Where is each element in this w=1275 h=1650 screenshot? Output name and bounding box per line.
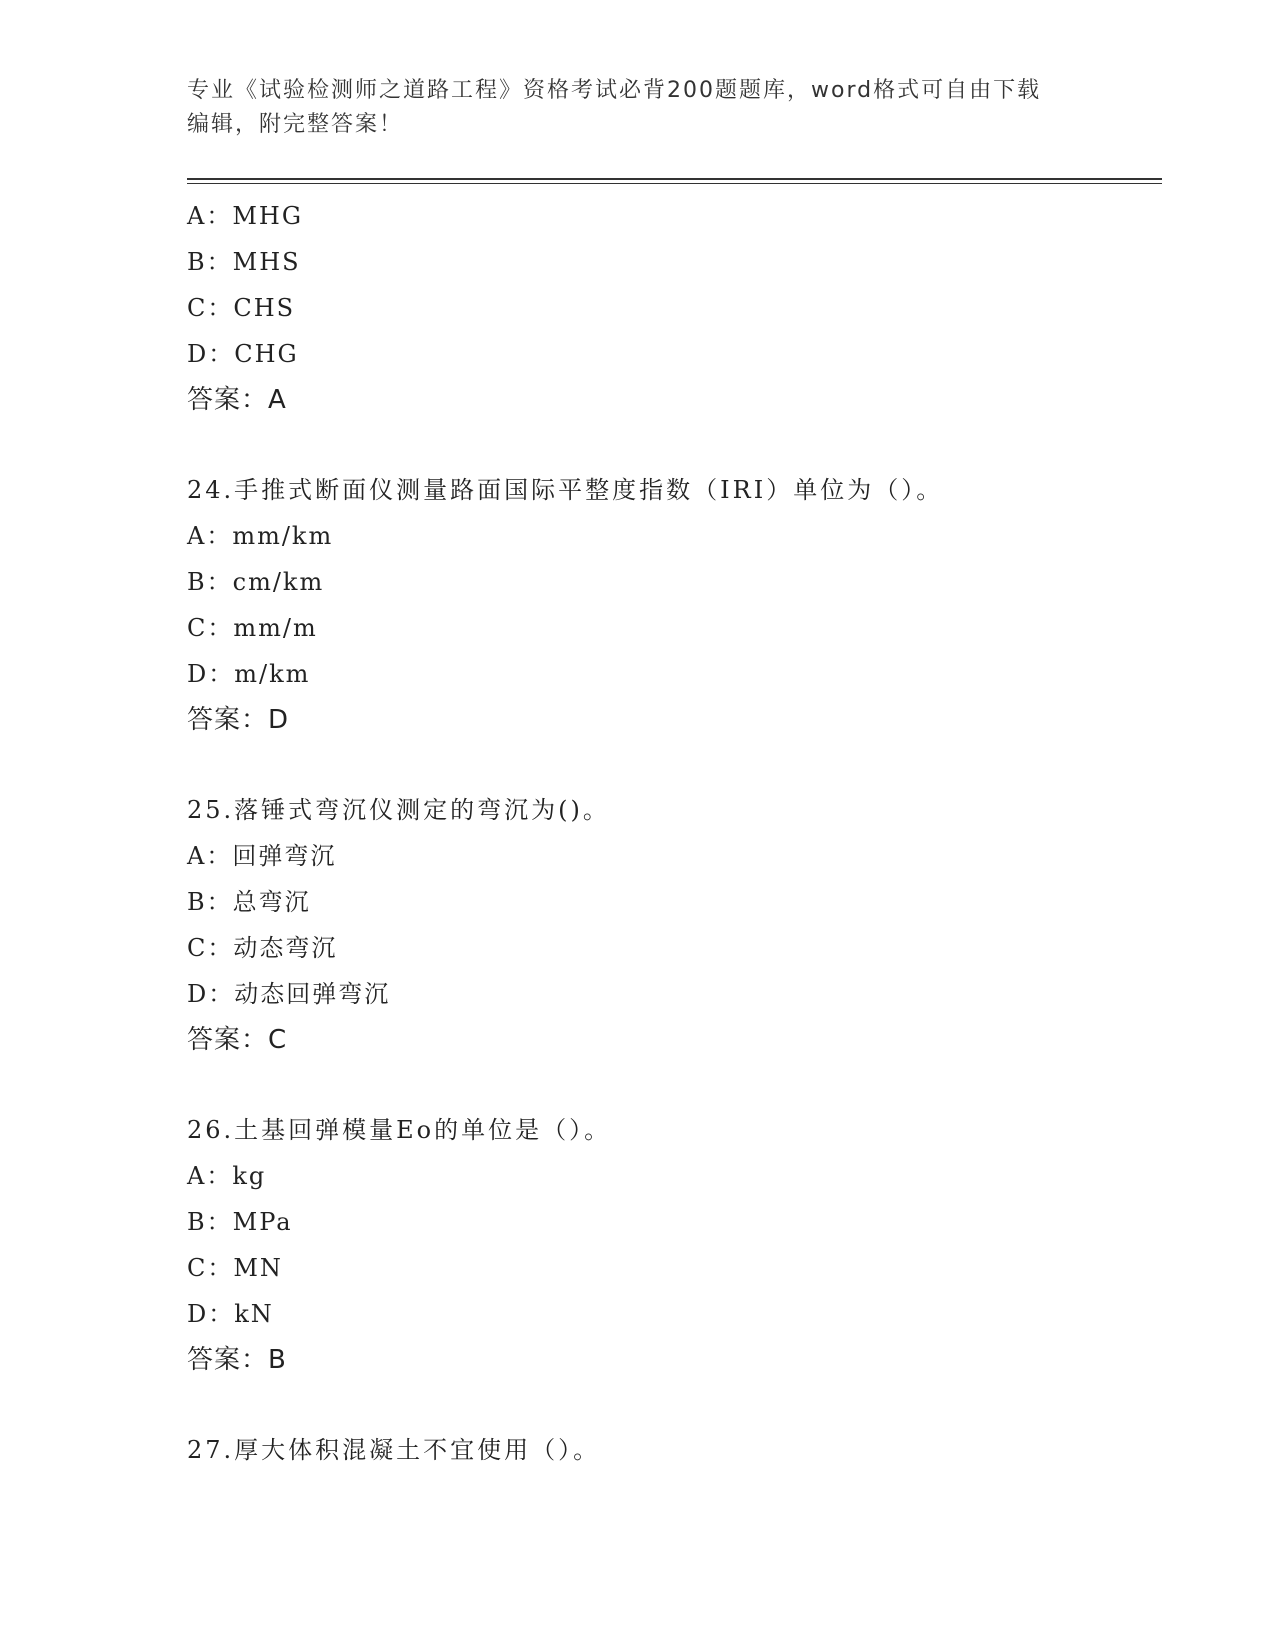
question-24	[187, 467, 1162, 743]
option-d: D：CHG	[187, 340, 299, 368]
option-c: C：CHS	[187, 294, 296, 322]
question-title: 26.土基回弹模量Eo的单位是（）。	[187, 1116, 612, 1144]
header-divider-thick	[187, 178, 1162, 180]
option-b: B：MPa	[187, 1208, 293, 1236]
option-c: C：MN	[187, 1254, 283, 1282]
question-spacer	[187, 743, 1162, 787]
header-line-1: 专业《试验检测师之道路工程》资格考试必背200题题库，word格式可自由下载	[187, 78, 1042, 103]
document-header	[187, 74, 1087, 142]
question-title: 27.厚大体积混凝土不宜使用（）。	[187, 1436, 601, 1464]
option-b: B：总弯沉	[187, 888, 311, 916]
answer-line: 答案：C	[187, 1025, 288, 1055]
answer-line: 答案：A	[187, 385, 287, 415]
question-27	[187, 1427, 1162, 1473]
question-title: 25.落锤式弯沉仪测定的弯沉为()。	[187, 796, 610, 824]
option-d: D：kN	[187, 1300, 274, 1328]
option-c: C：mm/m	[187, 614, 318, 642]
question-23	[187, 193, 1162, 423]
question-spacer	[187, 1063, 1162, 1107]
option-d: D：动态回弹弯沉	[187, 980, 391, 1008]
header-divider-thin	[187, 183, 1162, 184]
answer-line: 答案：D	[187, 705, 290, 735]
question-spacer	[187, 1383, 1162, 1427]
question-spacer	[187, 423, 1162, 467]
option-a: A：kg	[187, 1162, 267, 1190]
option-a: A：mm/km	[187, 522, 334, 550]
option-b: B：MHS	[187, 248, 301, 276]
option-d: D：m/km	[187, 660, 311, 688]
answer-line: 答案：B	[187, 1345, 287, 1375]
option-c: C：动态弯沉	[187, 934, 338, 962]
option-a: A：MHG	[187, 202, 304, 230]
question-list	[187, 193, 1162, 1473]
question-25	[187, 787, 1162, 1063]
option-b: B：cm/km	[187, 568, 325, 596]
question-26	[187, 1107, 1162, 1383]
header-line-2: 编辑，附完整答案！	[187, 112, 404, 137]
question-title: 24.手推式断面仪测量路面国际平整度指数（IRI）单位为（）。	[187, 476, 944, 504]
option-a: A：回弹弯沉	[187, 842, 337, 870]
